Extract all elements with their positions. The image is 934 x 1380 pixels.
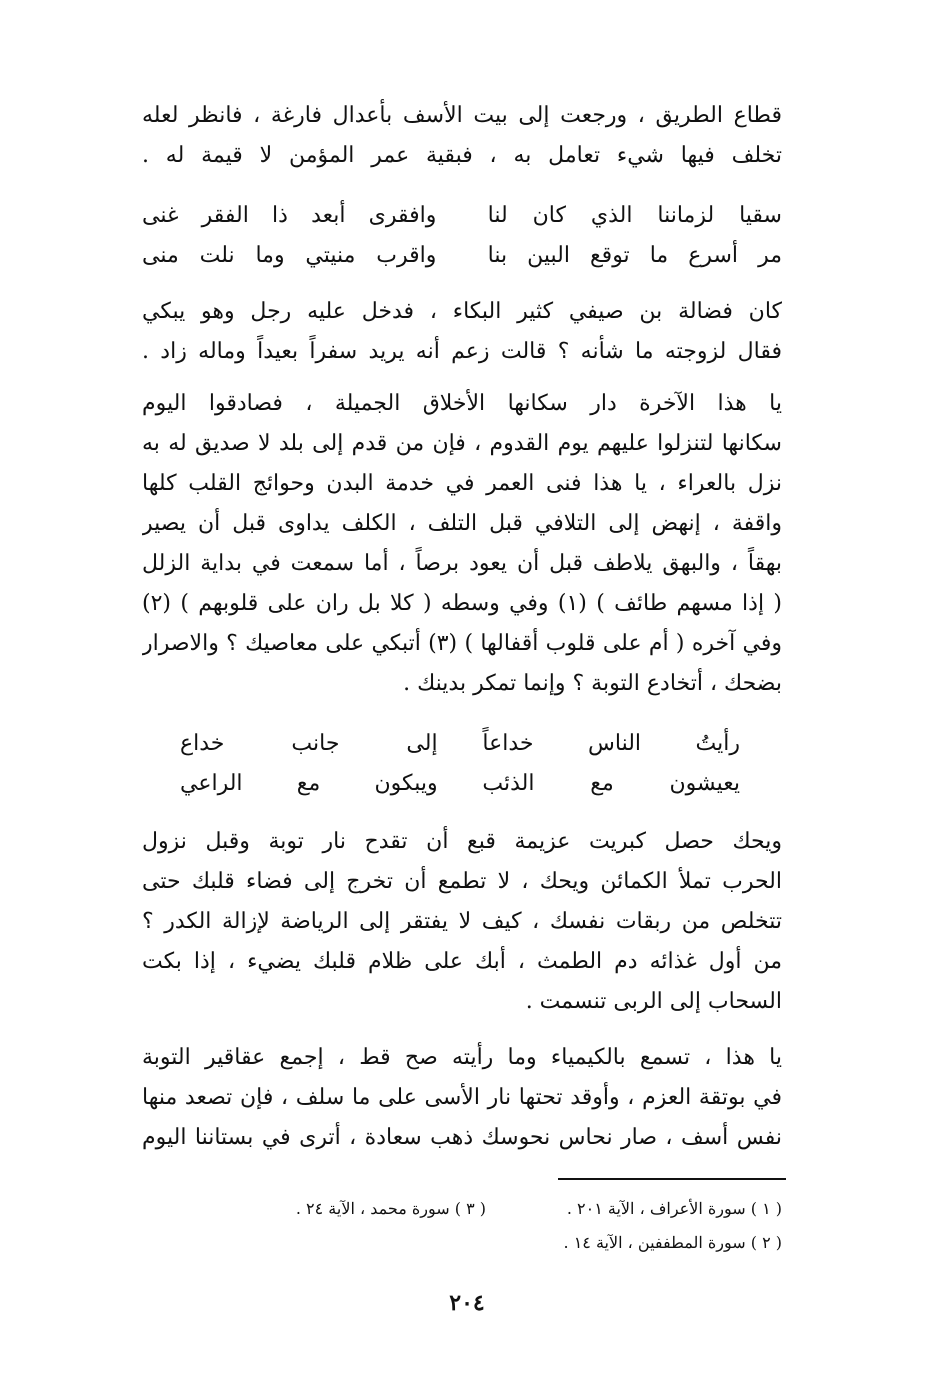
hemistich-second: ويبكون مع الراعي <box>180 771 438 796</box>
text-line: يا هذا ، تسمع بالكيمياء وما رأيته صح قط ، إجمع عقاقير التوبة <box>142 1045 782 1070</box>
text-line: تخلف فيها شيء تعامل به ، فبقية عمر المؤمن لا قيمة له . <box>142 143 782 168</box>
paragraph-2 <box>142 292 782 372</box>
text-line: السحاب إلى الربى تنسمت . <box>525 989 782 1014</box>
footnote-divider <box>558 1178 786 1180</box>
text-line: بضحك ، أتخادع التوبة ؟ وإنما تمكر بدينك . <box>403 671 782 696</box>
paragraph-4 <box>142 822 782 1022</box>
text-line: الحرب تملأ الكمائن ويحك ، لا تطمع أن تخرج إلى فضاء قلبك حتى <box>142 869 782 894</box>
text-line: من أول غذائه دم الطمث ، أبك على ظلام قلبك يضيء ، إذا بكت <box>142 949 782 974</box>
hemistich-second: واقرب منيتي وما نلت منى <box>142 243 437 268</box>
footnote-row <box>190 1226 782 1260</box>
paragraph-1 <box>142 96 782 176</box>
text-line: تتخلص من ربقات نفسك ، كيف لا يفتقر إلى الرياضة لإزالة الكدر ؟ <box>142 909 782 934</box>
text-line: نزل بالعراء ، يا هذا فنى العمر في خدمة البدن وحوائج القلب كلها <box>142 471 782 496</box>
footnote-2: ( ٢ ) سورة المطففين ، الآية ١٤ . <box>563 1233 782 1252</box>
poem-2 <box>180 724 740 804</box>
footnote-3: ( ٣ ) سورة محمد ، الآية ٢٤ . <box>295 1199 486 1218</box>
paragraph-5 <box>142 1038 782 1158</box>
text-line: واقفة ، إنهض إلى التلافي قبل التلف ، الكلف يداوى قبل أن يصير <box>142 511 782 536</box>
hemistich-second: وافقرى أبعد ذا الفقر غنى <box>142 203 437 228</box>
text-line: ويحك حصل كبريت عزيمة قبع أن تقدح نار توبة وقبل نزول <box>142 829 782 854</box>
text-line: كان فضالة بن صيفي كثير البكاء ، فدخل عليه رجل وهو يبكي <box>142 299 782 324</box>
text-line: في بوتقة العزم ، وأوقد تحتها نار الأسى على ما سلف ، فإن تصعد منها <box>142 1085 782 1110</box>
page-number: ٢٠٤ <box>449 1290 485 1316</box>
text-line: وفي آخره ( أم على قلوب أقفالها ) (٣) أتبكي على معاصيك ؟ والاصرار <box>142 631 782 656</box>
poem-verse <box>142 236 782 276</box>
footnote-1: ( ١ ) سورة الأعراف ، الآية ٢٠١ . <box>566 1199 782 1218</box>
text-line: قطاع الطريق ، ورجعت إلى بيت الأسف بأعدال فارغة ، فانظر لعله <box>142 103 782 128</box>
poem-verse <box>180 764 740 804</box>
hemistich-first: رأيتُ الناس خداعاً <box>482 731 740 756</box>
hemistich-second: إلى جانب خداع <box>180 731 438 756</box>
poem-1 <box>142 196 782 276</box>
hemistich-first: سقيا لزماننا الذي كان لنا <box>487 203 782 228</box>
text-line: سكانها لتنزلوا عليهم يوم القدوم ، فإن من قدم إلى بلد لا صديق له به <box>142 431 782 456</box>
paragraph-3 <box>142 384 782 704</box>
text-line: نفس أسف ، صار نحاس نحوسك ذهب سعادة ، أترى في بستاننا اليوم <box>142 1125 782 1150</box>
poem-verse <box>180 724 740 764</box>
poem-verse <box>142 196 782 236</box>
footnote-row <box>190 1192 782 1226</box>
hemistich-first: مر أسرع ما توقع البين بنا <box>487 243 782 268</box>
text-line: بهقاً ، والبهق يلاطف قبل أن يعود برصاً ، أما سمعت في بداية الزلل <box>142 551 782 576</box>
text-line: ( إذا مسهم طائف ) (١) وفي وسطه ( كلا بل ران على قلوبهم ) (٢) <box>142 591 782 616</box>
text-line: يا هذا الآخرة دار سكانها الأخلاق الجميلة ، فصادقوا اليوم <box>142 391 782 416</box>
footnotes <box>190 1192 782 1260</box>
text-line: فقال لزوجته ما شأنه ؟ قالت زعم أنه يريد سفراً بعيداً وماله زاد . <box>142 339 782 364</box>
hemistich-first: يعيشون مع الذئب <box>482 771 740 796</box>
